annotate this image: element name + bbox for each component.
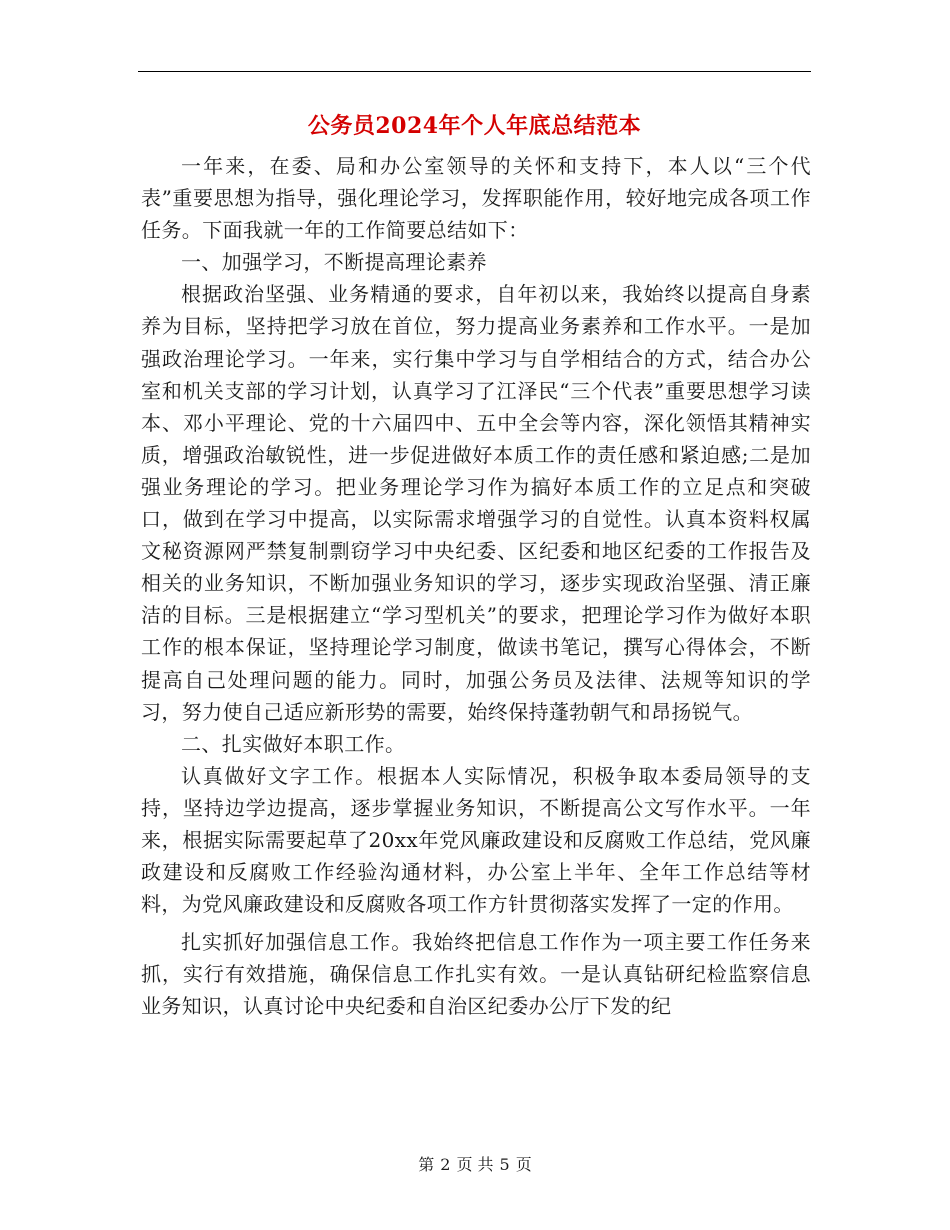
document-body bbox=[141, 150, 811, 1023]
document-title: 公务员2024年个人年底总结范本 bbox=[307, 113, 642, 139]
footer-suffix: 页 bbox=[515, 1155, 532, 1174]
section-heading-1: 一、加强学习，不断提高理论素养 bbox=[181, 250, 487, 275]
footer-total-pages: 5 bbox=[499, 1155, 510, 1174]
section-heading-2: 二、扎实做好本职工作。 bbox=[181, 731, 406, 756]
paragraph-study: 根据政治坚强、业务精通的要求，自年初以来，我始终以提高自身素养为目标，坚持把学习放在首位，努力提高业务素养和工作水平。一是加强政治理论学习。一年来，实行集中学习与自学相结合的方式，结合办公室和机关支部的学习计划，认真学习了江泽民“三个代表”重要思想学习读本、邓小平理论、党的十六届四中、五中全会等内容，深化领悟其精神实质，增强政治敏锐性，进一步促进做好本质工作的责任感和紧迫感;二是加强业务理论的学习。把业务理论学习作为搞好本质工作的立足点和突破口，做到在学习中提高，以实际需求增强学习的自觉性。认真本资料权属文秘资源网严禁复制剽窃学习中央纪委、区纪委和地区纪委的工作报告及相关的业务知识，不断加强业务知识的学习，逐步实现政治坚强、清正廉洁的目标。三是根据建立“学习型机关”的要求，把理论学习作为做好本职工作的根本保证，坚持理论学习制度，做读书笔记，撰写心得体会，不断提高自己处理问题的能力。同时，加强公务员及法律、法规等知识的学习，努力使自己适应新形势的需要，始终保持蓬勃朝气和昂扬锐气。 bbox=[141, 282, 811, 724]
header-rule bbox=[138, 71, 811, 72]
page-footer bbox=[0, 1153, 950, 1177]
paragraph-writing: 认真做好文字工作。根据本人实际情况，积极争取本委局领导的支持，坚持边学边提高，逐步掌握业务知识，不断提高公文写作水平。一年来，根据实际需要起草了20xx年党风廉政建设和反腐败工作总结，党风廉政建设和反腐败工作经验沟通材料，办公室上半年、全年工作总结等材料，为党风廉政建设和反腐败各项工作方针贯彻落实发挥了一定的作用。 bbox=[141, 763, 811, 917]
paragraph-intro: 一年来，在委、局和办公室领导的关怀和支持下，本人以“三个代表”重要思想为指导，强化理论学习，发挥职能作用，较好地完成各项工作任务。下面我就一年的工作简要总结如下： bbox=[141, 154, 811, 243]
paragraph-information: 扎实抓好加强信息工作。我始终把信息工作作为一项主要工作任务来抓，实行有效措施，确保信息工作扎实有效。一是认真钻研纪检监察信息业务知识，认真讨论中央纪委和自治区纪委办公厅下发的纪 bbox=[141, 930, 811, 1019]
footer-current-page: 2 bbox=[440, 1155, 451, 1174]
footer-prefix: 第 bbox=[418, 1155, 435, 1174]
footer-middle: 页 共 bbox=[456, 1155, 494, 1174]
